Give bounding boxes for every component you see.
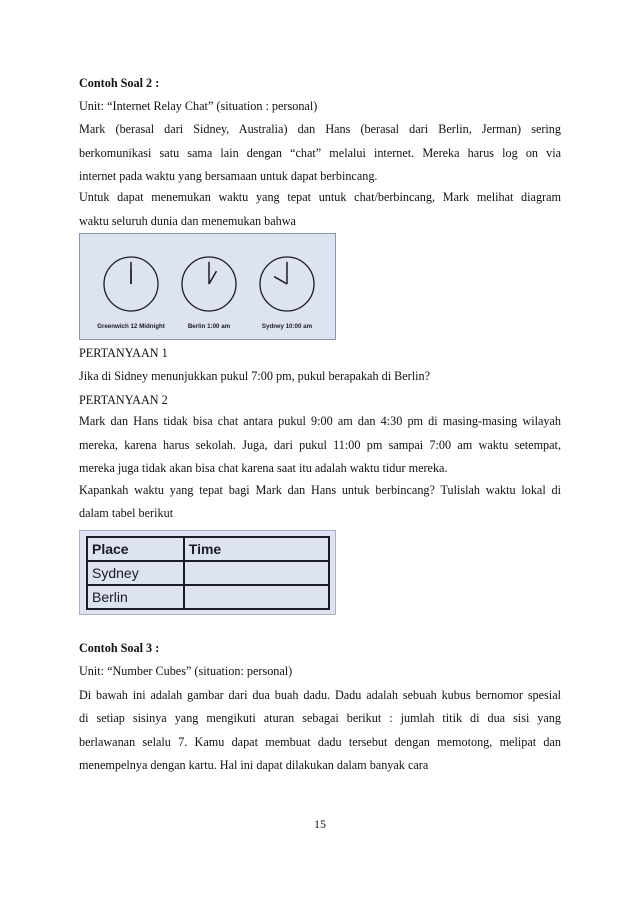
- hour-hand: [274, 277, 287, 284]
- table-header-row: [87, 537, 329, 561]
- heading-contoh-soal-2: Contoh Soal 2 :: [79, 76, 160, 90]
- clock-label: Greenwich 12 Midnight: [97, 323, 165, 330]
- paragraph-line: internet pada waktu yang bersamaan untuk dapat berbincang.: [79, 169, 378, 183]
- paragraph-line: mereka juga tidak akan bisa chat karena saat itu adalah waktu tidur mereka.: [79, 461, 448, 475]
- time-table-figure: [79, 530, 336, 615]
- unit-line: Unit: “Internet Relay Chat” (situation : personal): [79, 99, 318, 113]
- paragraph-line: waktu seluruh dunia dan menemukan bahwa: [79, 214, 296, 228]
- paragraph-line: Untuk dapat menemukan waktu yang tepat untuk chat/berbincang, Mark melihat diagram: [79, 190, 561, 204]
- table-cell-time: [184, 561, 329, 585]
- paragraph-line: mereka, karena harus sekolah. Juga, dari pukul 11:00 pm sampai 7:00 am waktu setempat,: [79, 438, 561, 452]
- clock-sydney: [260, 257, 314, 330]
- table-cell-place: Sydney: [87, 561, 184, 585]
- table-row: [87, 585, 329, 609]
- paragraph-line: berkomunikasi satu sama lain dengan “chat” melalui internet. Mereka harus log on via: [79, 146, 561, 160]
- clock-label: Sydney 10:00 am: [261, 323, 313, 330]
- paragraph-line: Kapankah waktu yang tepat bagi Mark dan Hans untuk berbincang? Tulislah waktu lokal di: [79, 483, 561, 497]
- table-cell-place: Berlin: [87, 585, 184, 609]
- question-1-title: PERTANYAAN 1: [79, 346, 168, 360]
- page-number: 15: [314, 817, 326, 831]
- paragraph-line: Mark (berasal dari Sidney, Australia) dan Hans (berasal dari Berlin, Jerman) sering: [79, 122, 561, 136]
- clock-label: Berlin 1:00 am: [187, 323, 231, 330]
- table-row: [87, 561, 329, 585]
- paragraph-line: Di bawah ini adalah gambar dari dua buah dadu. Dadu adalah sebuah kubus bernomor spesial: [79, 688, 561, 702]
- paragraph-line: dalam tabel berikut: [79, 506, 174, 520]
- table-header-time: Time: [184, 537, 329, 561]
- clock-berlin: [182, 257, 236, 330]
- paragraph-line: menempelnya dengan kartu. Hal ini dapat dilakukan dalam banyak cara: [79, 758, 429, 772]
- time-table: [86, 536, 330, 610]
- question-2-title: PERTANYAAN 2: [79, 393, 168, 407]
- paragraph-line: berlawanan selalu 7. Kamu dapat membuat dadu tersebut dengan memotong, melipat dan: [79, 735, 561, 749]
- paragraph-line: di setiap sisinya yang mengikuti aturan sebagai berikut : jumlah titik di dua sisi yang: [79, 711, 561, 725]
- clock-greenwich: [97, 257, 165, 330]
- table-cell-time: [184, 585, 329, 609]
- question-1-text: Jika di Sidney menunjukkan pukul 7:00 pm, pukul berapakah di Berlin?: [79, 369, 431, 383]
- table-header-place: Place: [87, 537, 184, 561]
- unit-line: Unit: “Number Cubes” (situation: personal): [79, 664, 293, 678]
- hour-hand: [209, 271, 216, 284]
- paragraph-line: Mark dan Hans tidak bisa chat antara pukul 9:00 am dan 4:30 pm di masing-masing wilayah: [79, 414, 561, 428]
- world-clock-diagram: [79, 233, 336, 340]
- heading-contoh-soal-3: Contoh Soal 3 :: [79, 641, 160, 655]
